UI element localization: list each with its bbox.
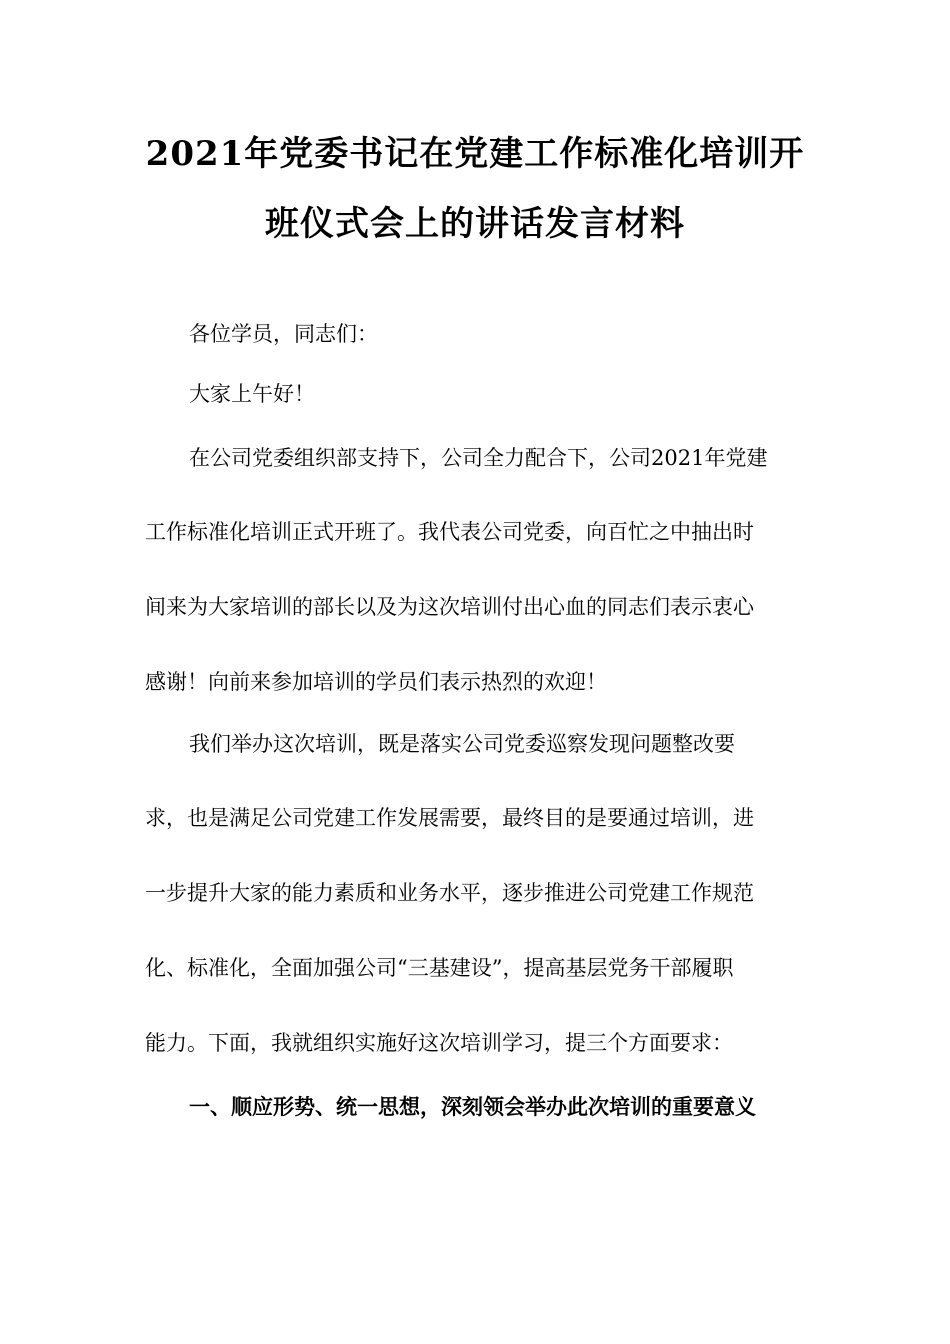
salutation: 各位学员，同志们： (189, 322, 378, 346)
document-title-line-1: 2021年党委书记在党建工作标准化培训开 (145, 134, 805, 174)
paragraph-1-line-4: 感谢！向前来参加培训的学员们表示热烈的欢迎！ (145, 670, 607, 694)
paragraph-1-line-3: 间来为大家培训的部长以及为这次培训付出心血的同志们表示衷心 (145, 595, 754, 619)
paragraph-2-line-5: 能力。下面，我就组织实施好这次培训学习，提三个方面要求： (145, 1031, 733, 1055)
paragraph-2-line-2: 求，也是满足公司党建工作发展需要，最终目的是要通过培训，进 (145, 806, 754, 830)
section-heading: 一、顺应形势、统一思想，深刻领会举办此次培训的重要意义 (189, 1094, 756, 1119)
paragraph-1-line-2: 工作标准化培训正式开班了。我代表公司党委，向百忙之中抽出时 (145, 520, 754, 544)
paragraph-2-line-3: 一步提升大家的能力素质和业务水平，逐步推进公司党建工作规范 (145, 881, 754, 905)
paragraph-2-line-1: 我们举办这次培训，既是落实公司党委巡察发现问题整改要 (189, 732, 735, 756)
paragraph-1-line-1: 在公司党委组织部支持下，公司全力配合下，公司2021年党建 (189, 446, 768, 470)
paragraph-2-line-4: 化、标准化，全面加强公司“三基建设”，提高基层党务干部履职 (145, 956, 734, 980)
document-title-line-2: 班仪式会上的讲话发言材料 (265, 204, 685, 244)
greeting: 大家上午好！ (189, 382, 315, 406)
